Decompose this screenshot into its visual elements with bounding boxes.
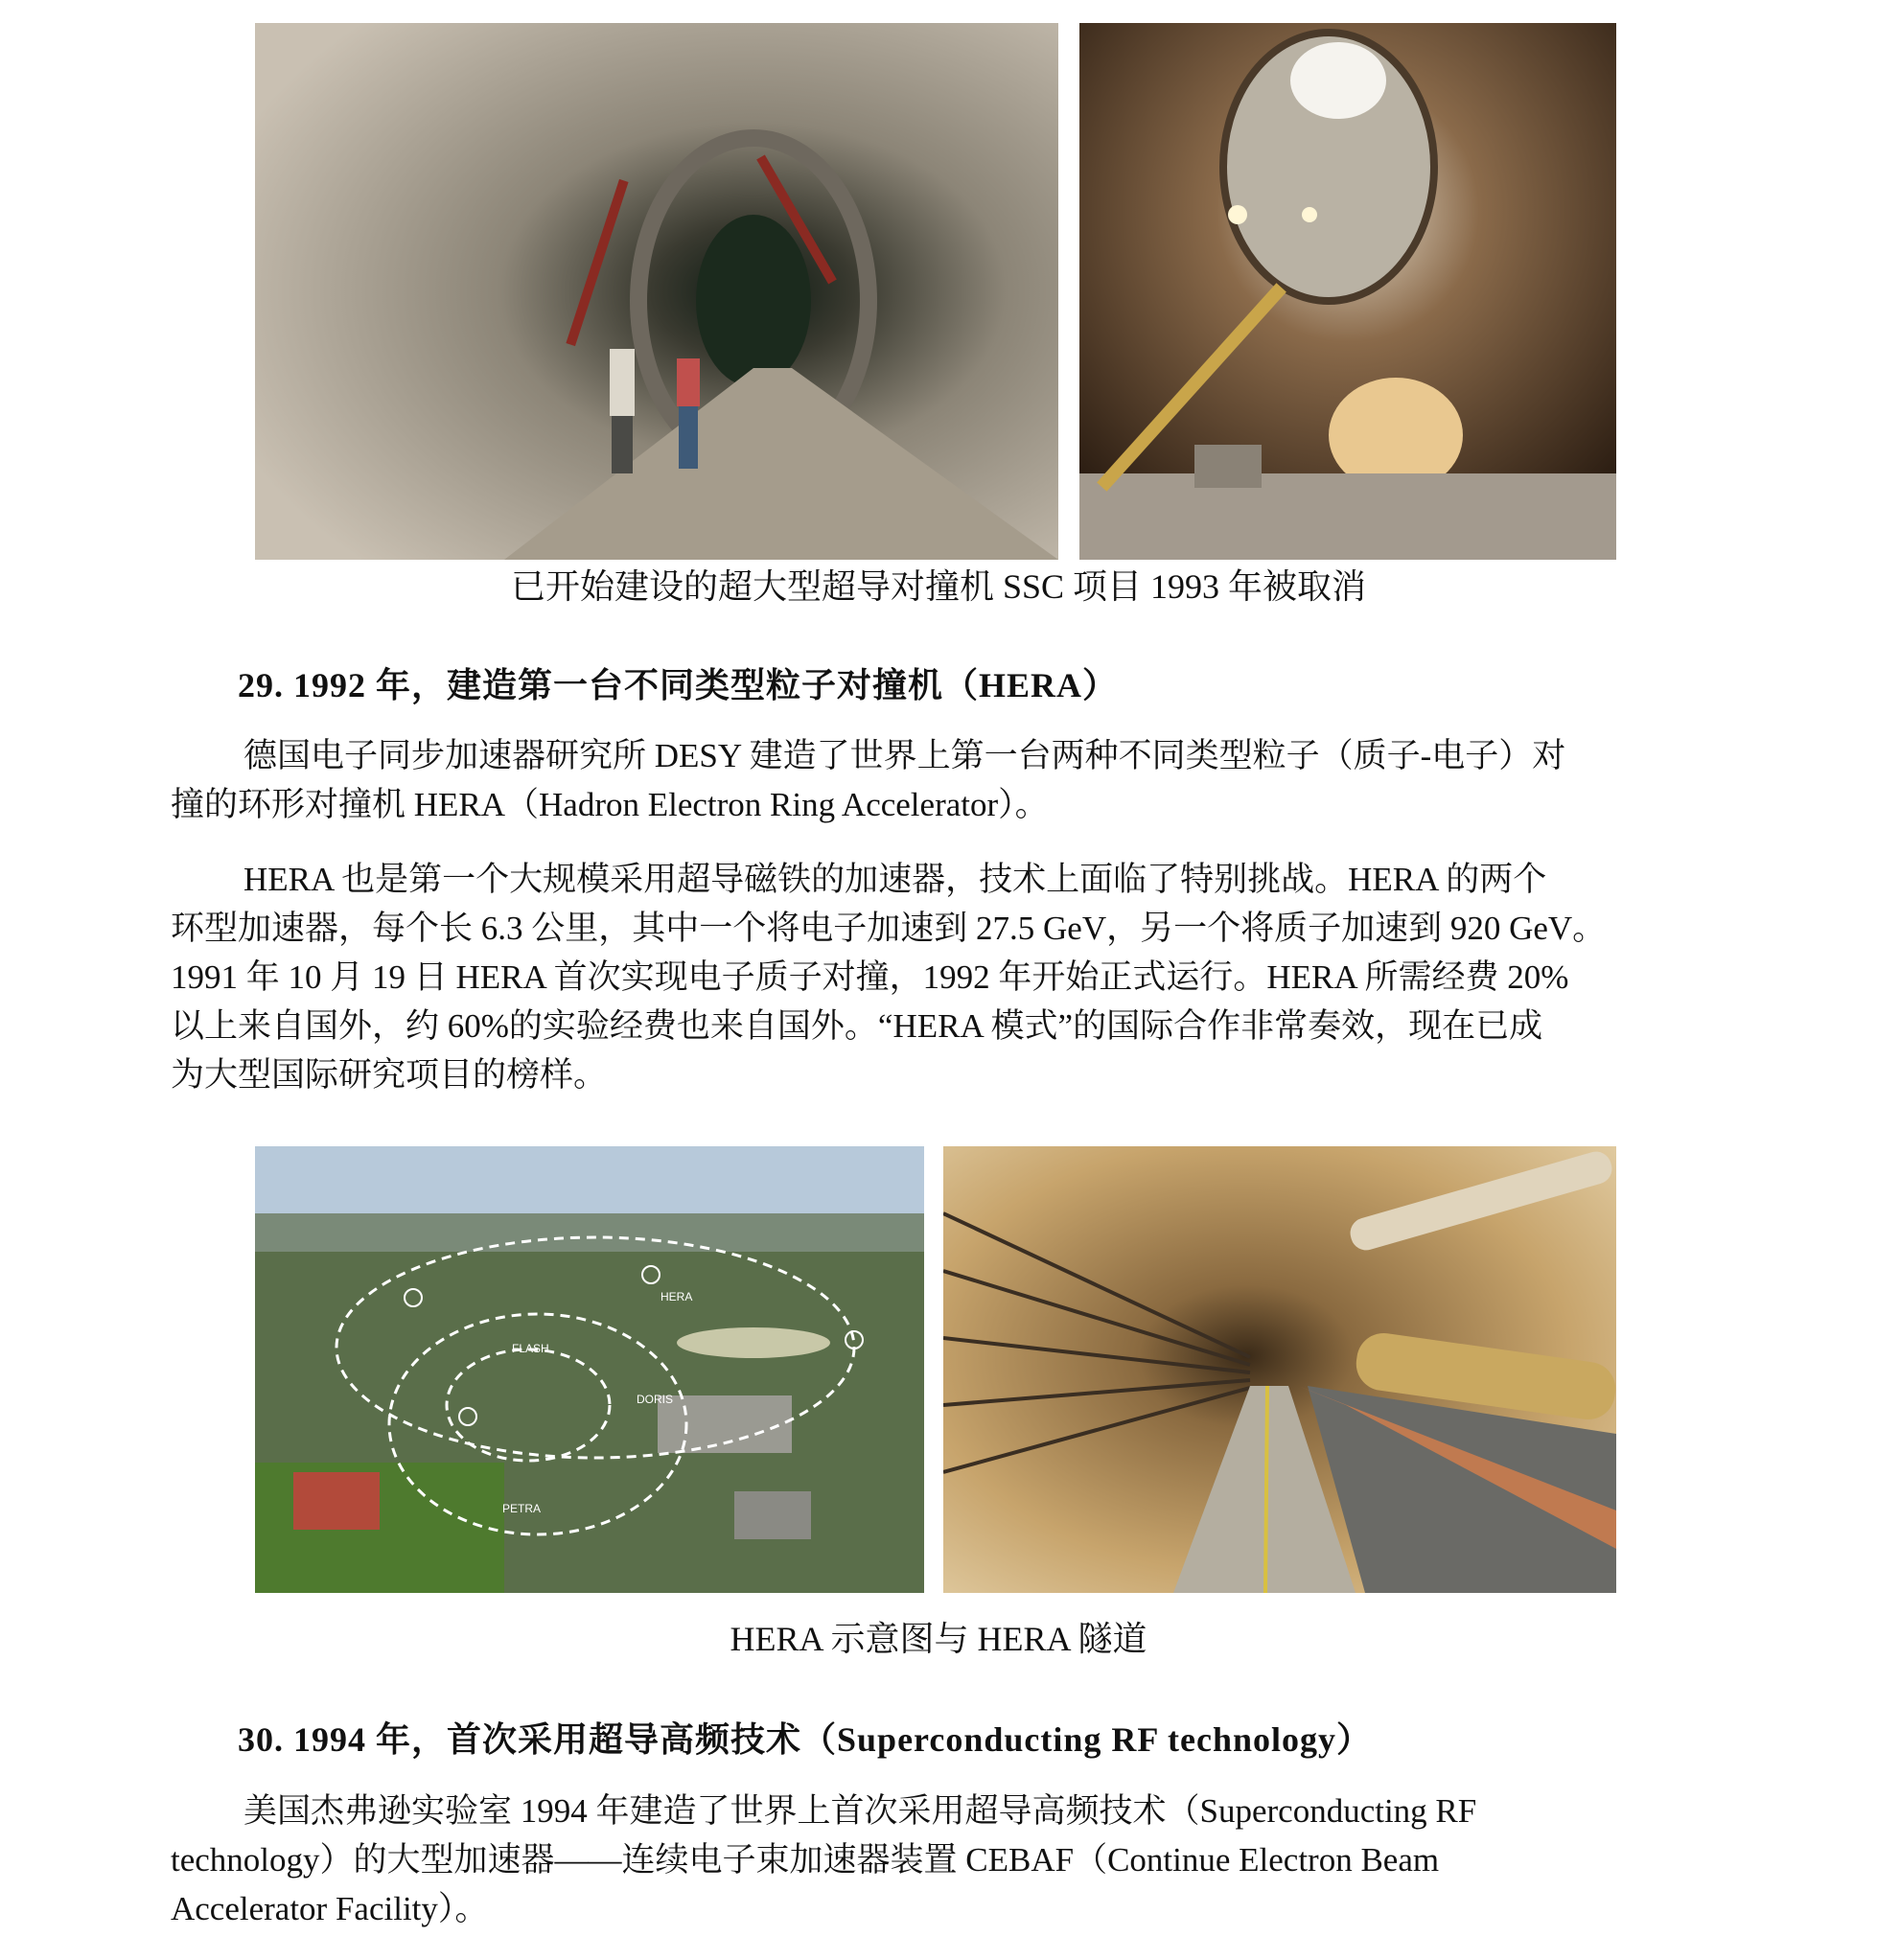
ssc-shaft-photo	[1079, 23, 1616, 560]
section30-paragraph-1	[171, 1787, 1703, 1933]
hera-aerial-map-photo	[255, 1146, 924, 1593]
map-label-flash: FLASH	[512, 1342, 549, 1355]
section29-paragraph-1	[171, 731, 1703, 829]
text-line: 为大型国际研究项目的榜样。	[171, 1056, 608, 1094]
map-label-petra: PETRA	[502, 1502, 542, 1515]
map-label-hera: HERA	[660, 1290, 693, 1303]
text-line: 美国杰弗逊实验室 1994 年建造了世界上首次采用超导高频技术（Superconducting RF	[243, 1792, 1477, 1830]
figure1-caption: 已开始建设的超大型超导对撞机 SSC 项目 1993 年被取消	[510, 567, 1367, 606]
text-line: Accelerator Facility）。	[171, 1890, 489, 1927]
text-line: 撞的环形对撞机 HERA（Hadron Electron Ring Accelerator）。	[171, 786, 1049, 823]
text-line: technology）的大型加速器——连续电子束加速器装置 CEBAF（Continue Electron Beam	[171, 1841, 1440, 1879]
ssc-tunnel-photo	[255, 23, 1058, 560]
text-line: HERA 也是第一个大规模采用超导磁铁的加速器，技术上面临了特别挑战。HERA 的两个	[243, 861, 1547, 898]
figure2-caption: HERA 示意图与 HERA 隧道	[730, 1620, 1147, 1658]
section29-heading: 29. 1992 年，建造第一台不同类型粒子对撞机（HERA）	[238, 666, 1119, 704]
hera-tunnel-photo	[943, 1146, 1616, 1593]
map-label-doris: DORIS	[637, 1393, 674, 1406]
section30-heading: 30. 1994 年，首次采用超导高频技术（Superconducting RF technology）	[238, 1720, 1373, 1759]
text-line: 以上来自国外，约 60%的实验经费也来自国外。“HERA 模式”的国际合作非常奏效，现在已成	[171, 1007, 1543, 1045]
text-line: 德国电子同步加速器研究所 DESY 建造了世界上第一台两种不同类型粒子（质子-电子）对	[243, 737, 1566, 774]
section29-paragraph-2	[171, 855, 1703, 1099]
text-line: 1991 年 10 月 19 日 HERA 首次实现电子质子对撞，1992 年开始正式运行。HERA 所需经费 20%	[171, 958, 1569, 996]
text-line: 环型加速器，每个长 6.3 公里，其中一个将电子加速到 27.5 GeV，另一个将质子加速到 920 GeV。	[171, 910, 1607, 947]
